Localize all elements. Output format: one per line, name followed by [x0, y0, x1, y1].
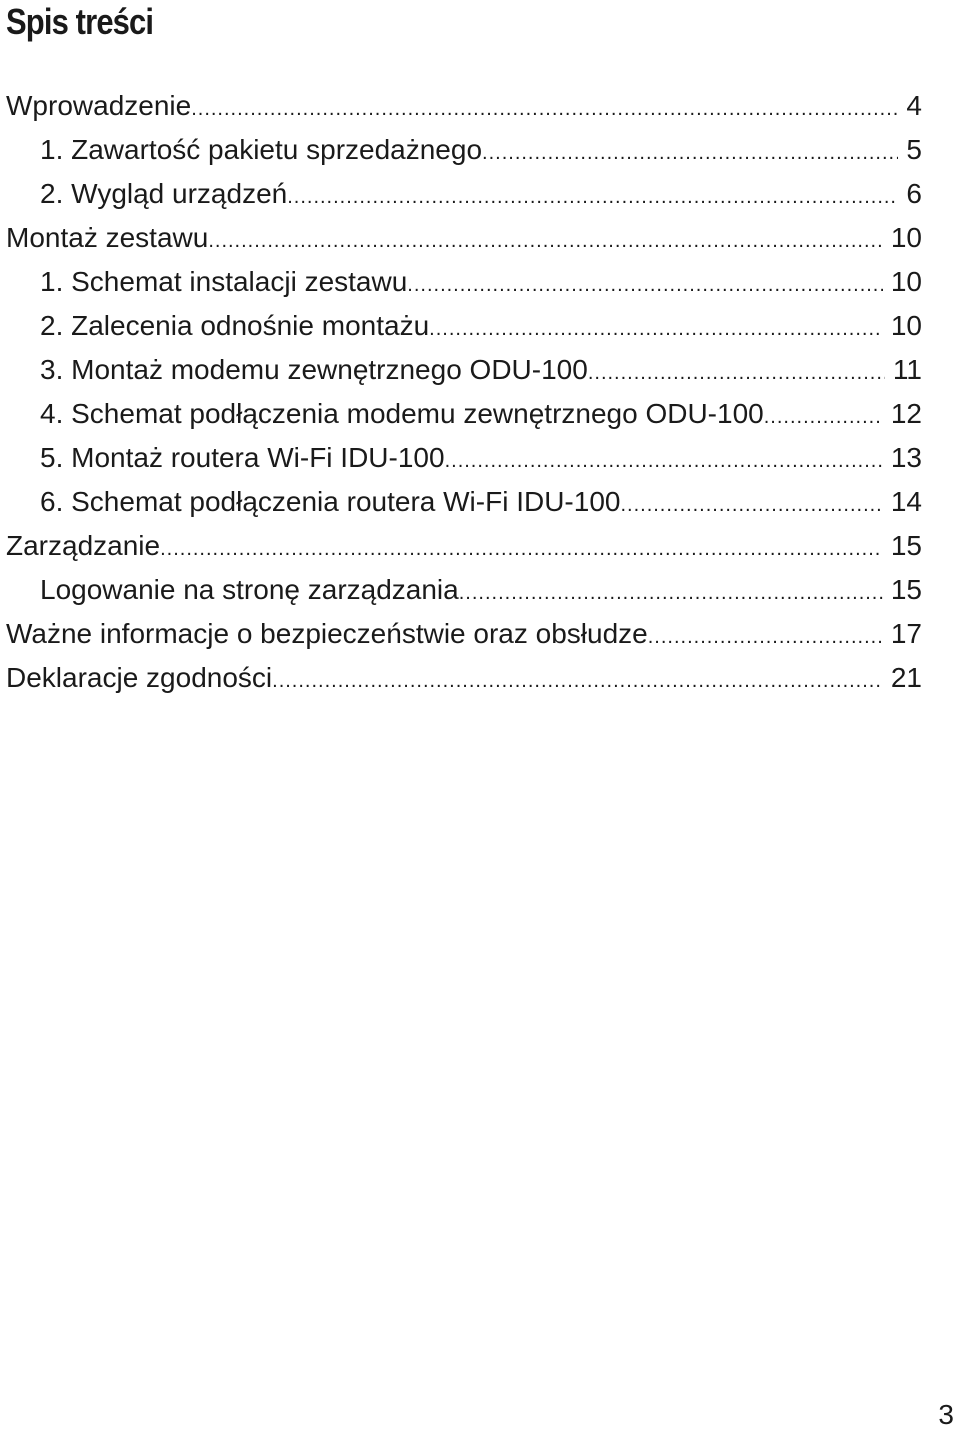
toc-entry-label: 5. Montaż routera Wi-Fi IDU-100 [40, 442, 445, 473]
toc-entry-wazne-informacje[interactable] [6, 612, 922, 656]
toc-entry-label: 3. Montaż modemu zewnętrznego ODU-100 [40, 354, 588, 385]
toc-entry-deklaracje[interactable] [6, 656, 922, 700]
toc-entry-page: 4 [906, 90, 922, 121]
toc-entry-page: 10 [890, 266, 922, 297]
toc-entry-label: Deklaracje zgodności [6, 662, 273, 693]
toc-entry-wprowadzenie[interactable] [6, 84, 922, 128]
toc-leader-dots [459, 571, 883, 615]
toc-entry-schemat-modemu[interactable] [6, 392, 922, 436]
toc-entry-page: 15 [890, 574, 922, 605]
toc-entry-page: 5 [906, 134, 922, 165]
toc-entry-schemat-instalacji[interactable] [6, 260, 922, 304]
toc-entry-label: 1. Zawartość pakietu sprzedażnego [40, 134, 483, 165]
toc-leader-dots [764, 395, 883, 439]
toc-leader-dots [287, 175, 898, 219]
toc-entry-montaz-routera[interactable] [6, 436, 922, 480]
toc-entry-page: 17 [890, 618, 922, 649]
toc-leader-dots [445, 439, 883, 483]
toc-entry-page: 10 [890, 310, 922, 341]
toc-leader-dots [208, 219, 883, 263]
toc-leader-dots [620, 483, 882, 527]
toc-entry-wyglad-urzadzen[interactable] [6, 172, 922, 216]
page-title: Spis treści [6, 1, 154, 42]
toc-leader-dots [160, 527, 883, 571]
toc-entry-page: 11 [892, 354, 922, 385]
toc-entry-page: 13 [890, 442, 922, 473]
toc-leader-dots [407, 263, 883, 307]
toc-entry-label: 2. Zalecenia odnośnie montażu [40, 310, 430, 341]
toc-entry-page: 15 [890, 530, 922, 561]
toc-entry-label: 6. Schemat podłączenia routera Wi-Fi IDU-100 [40, 486, 621, 517]
toc-entry-label: Logowanie na stronę zarządzania [40, 574, 459, 605]
toc-entry-schemat-routera[interactable] [6, 480, 922, 524]
table-of-contents [6, 84, 922, 700]
toc-leader-dots [191, 87, 898, 131]
toc-entry-label: 1. Schemat instalacji zestawu [40, 266, 408, 297]
toc-entry-label: Ważne informacje o bezpieczeństwie oraz obsłudze [6, 618, 648, 649]
toc-entry-zarzadzanie[interactable] [6, 524, 922, 568]
toc-entry-page: 14 [890, 486, 922, 517]
toc-leader-dots [588, 351, 885, 395]
toc-leader-dots [272, 659, 883, 703]
toc-leader-dots [482, 131, 898, 175]
toc-entry-page: 12 [890, 398, 922, 429]
toc-entry-page: 10 [890, 222, 922, 253]
toc-entry-label: 2. Wygląd urządzeń [40, 178, 288, 209]
toc-entry-label: 4. Schemat podłączenia modemu zewnętrznego ODU-100 [40, 398, 764, 429]
toc-leader-dots [429, 307, 883, 351]
toc-entry-montaz-modemu[interactable] [6, 348, 922, 392]
toc-entry-label: Wprowadzenie [6, 90, 192, 121]
toc-entry-montaz-zestawu[interactable] [6, 216, 922, 260]
page-number: 3 [938, 1399, 954, 1430]
toc-leader-dots [648, 615, 883, 659]
toc-entry-page: 6 [906, 178, 922, 209]
toc-entry-logowanie[interactable] [6, 568, 922, 612]
toc-entry-label: Montaż zestawu [6, 222, 209, 253]
toc-entry-zalecenia-montazu[interactable] [6, 304, 922, 348]
toc-entry-page: 21 [890, 662, 922, 693]
toc-entry-label: Zarządzanie [6, 530, 161, 561]
toc-entry-zawartosc-pakietu[interactable] [6, 128, 922, 172]
